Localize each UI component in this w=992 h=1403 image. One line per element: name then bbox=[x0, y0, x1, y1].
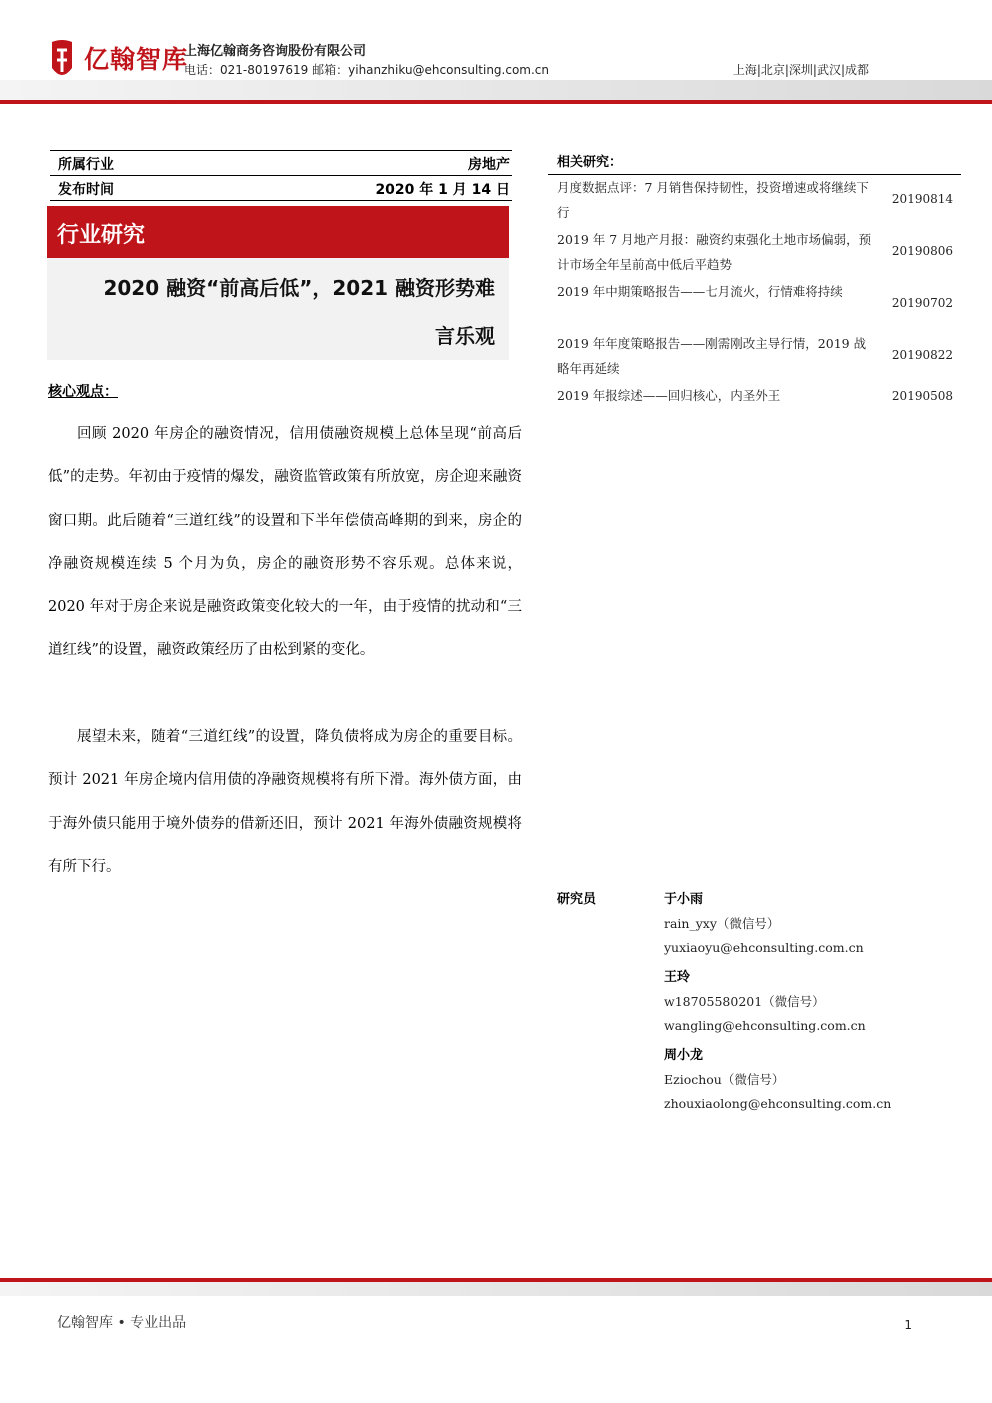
related-item-date: 20190822 bbox=[891, 348, 953, 362]
researcher-email[interactable]: zhouxiaolong@ehconsulting.com.cn bbox=[664, 1096, 892, 1111]
date-value: 2020 年 1 月 14 日 bbox=[375, 182, 510, 198]
researcher-name: 王玲 bbox=[664, 970, 691, 985]
body-paragraph-1: 回顾 2020 年房企的融资情况，信用债融资规模上总体呈现“前高后低”的走势。年初由于疫情的爆发，融资监管政策有所放宽，房企迎来融资窗口期。此后随着“三道红线”的设置和下半年偿债高峰期的到来，房企的净融资规模连续 5 个月为负，房企的融资形势不容乐观。总体来说，2020 年对于房企来说是融资政策变化较大的一年，由于疫情的扰动和“三道红线”的设置，融资政策经历了由松到紧的变化。 bbox=[48, 426, 522, 659]
body-paragraph-2: 展望未来，随着“三道红线”的设置，降负债将成为房企的重要目标。预计 2021 年房企境内信用债的净融资规模将有所下滑。海外债方面，由于海外债只能用于境外债券的借新还旧，预计 2021 年海外债融资规模将有所下行。 bbox=[48, 729, 522, 875]
header-grey-band bbox=[0, 80, 992, 100]
report-title-box bbox=[47, 258, 509, 360]
contact-info: 电话：021-80197619 邮箱：yihanzhiku@ehconsulting.com.cn bbox=[184, 63, 549, 77]
researcher-email[interactable]: wangling@ehconsulting.com.cn bbox=[664, 1018, 866, 1033]
researcher-label: 研究员 bbox=[557, 892, 597, 907]
section-banner-label: 行业研究 bbox=[57, 223, 146, 248]
core-view-heading: 核心观点： bbox=[48, 384, 118, 400]
office-cities: 上海|北京|深圳|武汉|成都 bbox=[732, 63, 869, 77]
page-number: 1 bbox=[904, 1318, 912, 1332]
related-item-date: 20190702 bbox=[891, 296, 953, 310]
industry-row bbox=[50, 151, 512, 175]
industry-label: 所属行业 bbox=[58, 157, 114, 173]
related-item-date: 20190806 bbox=[891, 244, 953, 258]
date-label: 发布时间 bbox=[58, 182, 114, 198]
related-item[interactable] bbox=[557, 279, 957, 331]
related-item[interactable] bbox=[557, 227, 957, 279]
related-item-title: 2019 年中期策略报告——七月流火，行情难将持续 bbox=[557, 284, 843, 299]
date-row bbox=[50, 176, 512, 200]
researcher-wechat: Eziochou（微信号） bbox=[664, 1072, 785, 1087]
industry-value: 房地产 bbox=[468, 157, 510, 173]
table-bottom-rule bbox=[50, 200, 512, 201]
company-name: 上海亿翰商务咨询股份有限公司 bbox=[184, 44, 367, 59]
related-item-title: 2019 年报综述——回归核心，内圣外王 bbox=[557, 388, 781, 403]
related-item-title: 月度数据点评：7 月销售保持韧性，投资增速或将继续下行 bbox=[557, 180, 869, 220]
related-item-title: 2019 年年度策略报告——刚需刚改主导行情，2019 战略年再延续 bbox=[557, 336, 867, 376]
footer-grey-band bbox=[0, 1282, 992, 1296]
report-title-line1: 2020 融资“前高后低”，2021 融资形势难 bbox=[103, 276, 495, 300]
header-red-rule bbox=[0, 100, 992, 104]
related-item-date: 20190814 bbox=[891, 192, 953, 206]
related-item-title: 2019 年 7 月地产月报：融资约束强化土地市场偏弱，预计市场全年呈前高中低后平趋势 bbox=[557, 232, 872, 272]
researcher-wechat: rain_yxy（微信号） bbox=[664, 916, 780, 931]
logo-text: 亿翰智库 bbox=[84, 45, 189, 74]
researcher-name: 周小龙 bbox=[664, 1048, 704, 1063]
section-banner bbox=[47, 206, 509, 258]
researcher-name: 于小雨 bbox=[664, 892, 704, 907]
researcher-wechat: w18705580201（微信号） bbox=[664, 994, 825, 1009]
logo-mark-icon bbox=[50, 38, 74, 84]
researcher-email[interactable]: yuxiaoyu@ehconsulting.com.cn bbox=[664, 940, 864, 955]
related-item[interactable] bbox=[557, 383, 957, 409]
related-item[interactable] bbox=[557, 331, 957, 383]
related-item[interactable] bbox=[557, 175, 957, 227]
footer-brand: 亿翰智库 • 专业出品 bbox=[57, 1315, 187, 1331]
related-research-title: 相关研究： bbox=[557, 155, 623, 170]
report-title-line2: 言乐观 bbox=[435, 324, 495, 348]
related-item-date: 20190508 bbox=[891, 389, 953, 403]
